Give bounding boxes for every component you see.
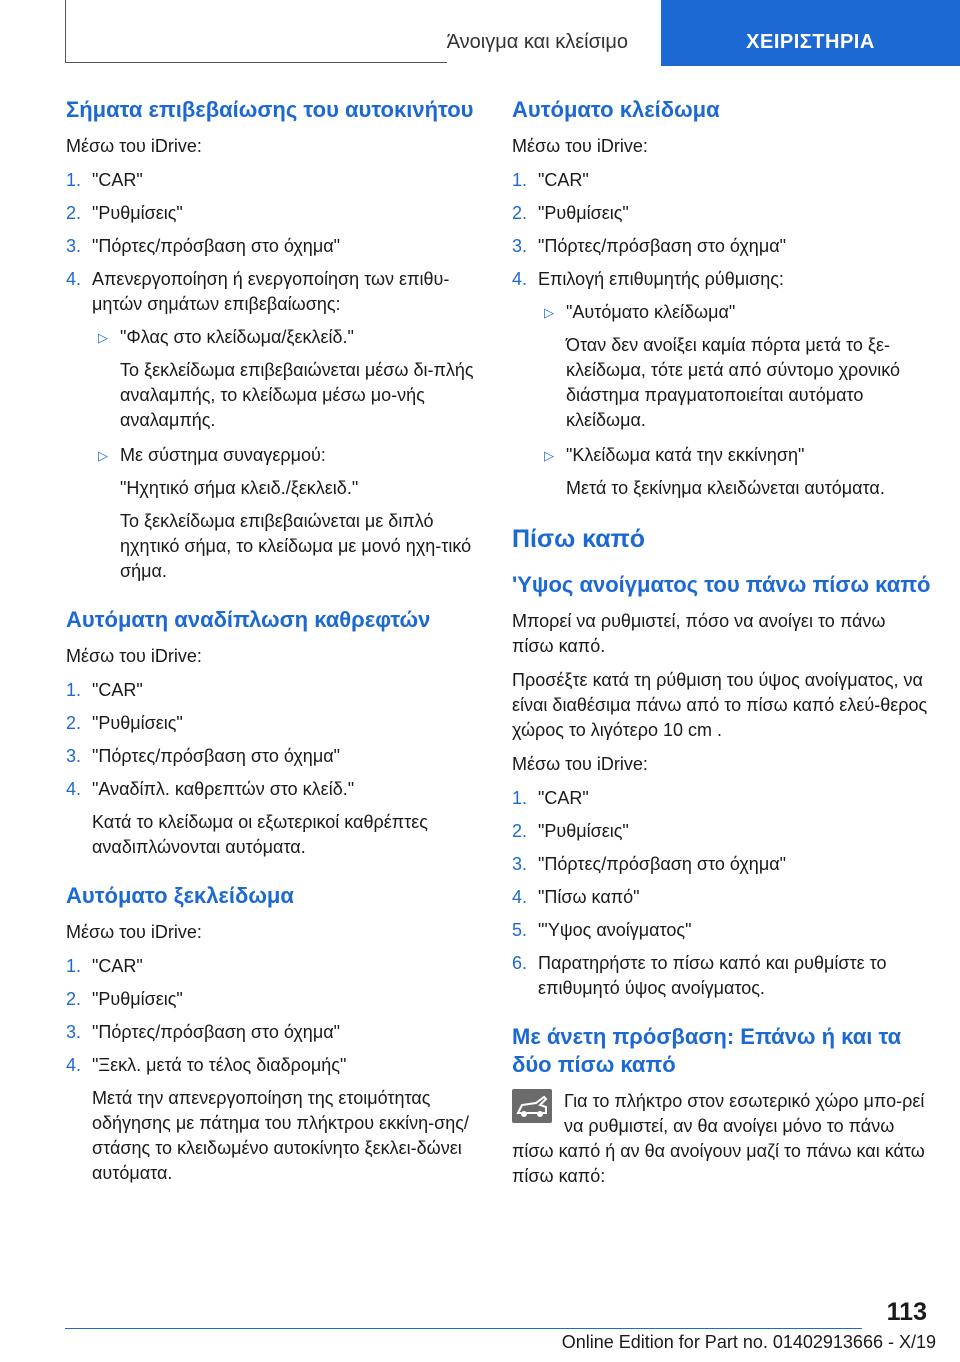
sub-options-list	[538, 300, 932, 501]
steps-list	[512, 168, 932, 501]
list-item	[512, 885, 932, 910]
step-number: 1.	[512, 788, 528, 808]
section-title: Αυτόματη αναδίπλωση καθρεφτών	[66, 607, 431, 632]
list-item	[66, 678, 478, 703]
step-number: 2.	[66, 203, 82, 223]
paragraph: Προσέξτε κατά τη ρύθμιση του ύψος ανοίγματος, να είναι διαθέσιμα πάνω από το πίσω καπό ελεύ-θερος χώρος το λιγότερο 10 cm .	[512, 670, 928, 740]
footer-divider	[65, 1328, 862, 1329]
page-number: 113	[886, 1298, 927, 1326]
list-item	[66, 744, 478, 769]
steps-list	[512, 786, 932, 1001]
section-intro: Μέσω του iDrive:	[512, 136, 648, 156]
section-intro: Μέσω του iDrive:	[66, 922, 202, 942]
list-item	[512, 852, 932, 877]
step-text: Επιλογή επιθυμητής ρύθμισης:	[538, 269, 784, 289]
section-tailgate-height	[512, 523, 932, 1001]
section-title: Με άνετη πρόσβαση: Επάνω ή και τα δύο πίσω καπό	[512, 1024, 902, 1077]
triangle-bullet-icon: ▷	[98, 330, 108, 345]
list-item	[66, 987, 478, 1012]
step-text: "'Υψος ανοίγματος"	[538, 920, 692, 940]
step-text: "Ρυθμίσεις"	[92, 713, 183, 733]
step-number: 3.	[512, 236, 528, 256]
section-auto-unlock	[66, 882, 478, 1186]
step-text: "Ρυθμίσεις"	[92, 203, 183, 223]
list-item	[512, 168, 932, 193]
step-text: Παρατηρήστε το πίσω καπό και ρυθμίστε το επιθυμητό ύψος ανοίγματος.	[538, 953, 887, 998]
list-item	[512, 819, 932, 844]
option-label: Με σύστημα συναγερμού:	[120, 445, 326, 465]
list-item	[66, 954, 478, 979]
step-text: "Ρυθμίσεις"	[538, 821, 629, 841]
paragraph: Μπορεί να ρυθμιστεί, πόσο να ανοίγει το πάνω πίσω καπό.	[512, 611, 886, 656]
header-section-title: Άνοιγμα και κλείσιμο	[447, 0, 648, 63]
step-number: 4.	[66, 1055, 82, 1075]
option-description: Μετά το ξεκίνημα κλειδώνεται αυτόματα.	[566, 478, 885, 498]
list-item	[512, 234, 932, 259]
step-text: "Ξεκλ. μετά το τέλος διαδρομής"	[92, 1055, 347, 1075]
section-title: Αυτόματο ξεκλείδωμα	[66, 883, 294, 908]
step-number: 4.	[66, 269, 82, 289]
list-item	[66, 201, 478, 226]
list-item	[66, 234, 478, 259]
step-number: 2.	[66, 989, 82, 1009]
option-label: "Αυτόματο κλείδωμα"	[566, 302, 736, 322]
step-text: "CAR"	[92, 680, 143, 700]
step-number: 3.	[66, 746, 82, 766]
triangle-bullet-icon: ▷	[98, 448, 108, 463]
list-item	[66, 168, 478, 193]
step-description: Κατά το κλείδωμα οι εξωτερικοί καθρέπτες αναδιπλώνονται αυτόματα.	[92, 812, 428, 857]
step-text: "Ρυθμίσεις"	[92, 989, 183, 1009]
section-intro: Μέσω του iDrive:	[66, 136, 202, 156]
section-title: Σήματα επιβεβαίωσης του αυτοκινήτου	[66, 97, 474, 122]
right-column	[512, 96, 932, 1211]
option-label: "Φλας στο κλείδωμα/ξεκλείδ."	[120, 327, 354, 347]
step-number: 2.	[512, 203, 528, 223]
step-number: 3.	[512, 854, 528, 874]
step-text: "CAR"	[92, 956, 143, 976]
step-number: 1.	[66, 680, 82, 700]
step-text: "CAR"	[538, 170, 589, 190]
section-confirmation-signals	[66, 96, 478, 584]
option-description: Όταν δεν ανοίξει καμία πόρτα μετά το ξε-κλείδωμα, τότε μετά από σύντομο χρονικό διάστημα πραγματοποιείται αυτόματο κλείδωμα.	[566, 335, 901, 430]
list-item	[512, 951, 932, 1001]
paragraph: Για το πλήκτρο στον εσωτερικό χώρο μπο-ρεί να ρυθμιστεί, αν θα ανοίγει μόνο το πάνω πίσω καπό ή αν θα ανοίγουν μαζί το πάνω και κάτω πίσω καπό:	[512, 1091, 925, 1186]
step-text: "Ρυθμίσεις"	[538, 203, 629, 223]
chapter-title: Πίσω καπό	[512, 525, 646, 553]
option-description: Το ξεκλείδωμα επιβεβαιώνεται μέσω δι-πλής αναλαμπής, το κλείδωμα μέσω μο-νής αναλαμπής.	[120, 360, 474, 430]
step-number: 4.	[512, 269, 528, 289]
step-number: 1.	[66, 170, 82, 190]
sub-option	[538, 443, 932, 501]
list-item	[66, 711, 478, 736]
section-comfort-access	[512, 1023, 932, 1189]
triangle-bullet-icon: ▷	[544, 448, 554, 463]
header-chapter-tab: ΧΕΙΡΙΣΤΗΡΙΑ	[661, 0, 960, 66]
step-number: 3.	[66, 236, 82, 256]
step-text: "CAR"	[92, 170, 143, 190]
list-item	[66, 777, 478, 860]
list-item	[66, 267, 478, 584]
section-auto-lock	[512, 96, 932, 501]
step-text: "Αναδίπλ. καθρεπτών στο κλείδ."	[92, 779, 355, 799]
section-title: 'Υψος ανοίγματος του πάνω πίσω καπό	[512, 572, 931, 597]
section-intro: Μέσω του iDrive:	[512, 754, 648, 774]
step-text: "Πόρτες/πρόσβαση στο όχημα"	[538, 236, 786, 256]
sub-option	[538, 300, 932, 433]
step-number: 4.	[512, 887, 528, 907]
list-item	[66, 1020, 478, 1045]
step-text: "Πόρτες/πρόσβαση στο όχημα"	[92, 1022, 340, 1042]
step-text: Απενεργοποίηση ή ενεργοποίηση των επιθυ-μητών σημάτων επιβεβαίωσης:	[92, 269, 450, 314]
step-number: 2.	[512, 821, 528, 841]
option-description: Το ξεκλείδωμα επιβεβαιώνεται με διπλό ηχητικό σήμα, το κλείδωμα με μονό ηχη-τικό σήμα.	[120, 511, 472, 581]
footer-edition: Online Edition for Part no. 01402913666 - X/19	[561, 1332, 936, 1352]
step-text: "Πόρτες/πρόσβαση στο όχημα"	[92, 236, 340, 256]
step-text: "Πίσω καπό"	[538, 887, 640, 907]
left-column	[66, 96, 478, 1208]
sub-options-list	[92, 325, 478, 584]
step-number: 3.	[66, 1022, 82, 1042]
step-number: 6.	[512, 953, 528, 973]
step-text: "Πόρτες/πρόσβαση στο όχημα"	[538, 854, 786, 874]
list-item	[512, 267, 932, 501]
steps-list	[66, 954, 478, 1186]
section-mirror-folding	[66, 606, 478, 860]
step-text: "Πόρτες/πρόσβαση στο όχημα"	[92, 746, 340, 766]
triangle-bullet-icon: ▷	[544, 305, 554, 320]
step-description: Μετά την απενεργοποίηση της ετοιμότητας οδήγησης με πάτημα του πλήκτρου εκκίνη-σης/στάσης το κλειδωμένο αυτοκίνητο ξεκλει-δώνει αυτόματα.	[92, 1088, 469, 1183]
step-number: 1.	[512, 170, 528, 190]
list-item	[512, 201, 932, 226]
car-tailgate-icon-graphic	[512, 1089, 552, 1123]
section-intro: Μέσω του iDrive:	[66, 646, 202, 666]
step-number: 1.	[66, 956, 82, 976]
option-label-secondary: "Ηχητικό σήμα κλειδ./ξεκλειδ."	[120, 478, 359, 498]
section-title: Αυτόματο κλείδωμα	[512, 97, 720, 122]
sub-option	[92, 325, 478, 433]
car-tailgate-icon	[512, 1089, 552, 1123]
step-number: 2.	[66, 713, 82, 733]
steps-list	[66, 678, 478, 860]
steps-list	[66, 168, 478, 584]
step-number: 4.	[66, 779, 82, 799]
list-item	[66, 1053, 478, 1186]
page-header	[65, 0, 960, 66]
step-number: 5.	[512, 920, 528, 940]
step-text: "CAR"	[538, 788, 589, 808]
list-item	[512, 786, 932, 811]
option-label: "Κλείδωμα κατά την εκκίνηση"	[566, 445, 805, 465]
sub-option	[92, 443, 478, 584]
list-item	[512, 918, 932, 943]
